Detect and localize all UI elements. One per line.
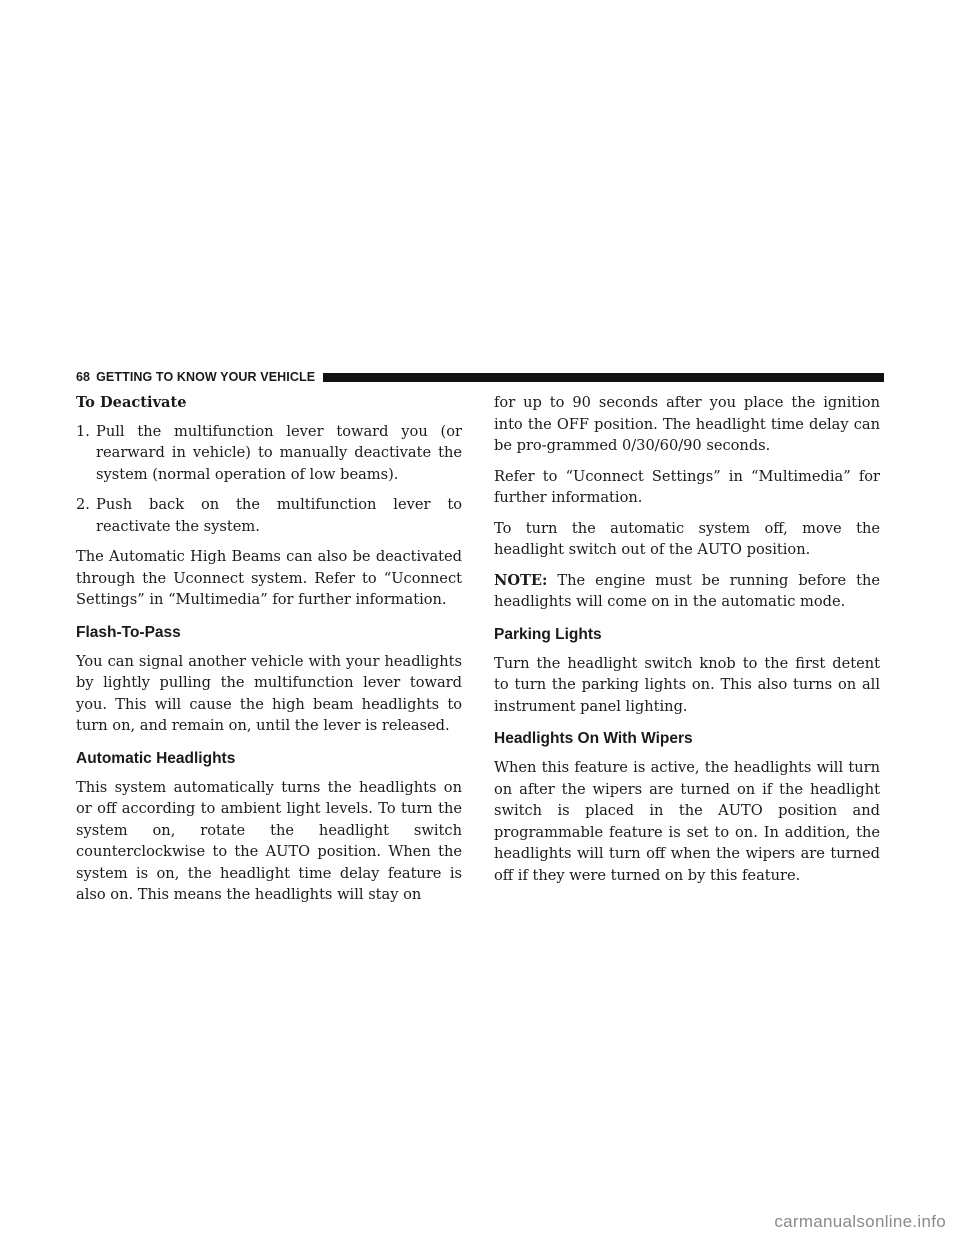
turn-off-paragraph: To turn the automatic system off, move the headlight switch out of the AUTO position.: [494, 519, 880, 558]
note-text: The engine must be running before the headlights will come on in the automatic mode.: [494, 571, 880, 610]
to-deactivate-heading: To Deactivate: [76, 394, 187, 411]
automatic-headlights-paragraph: This system automatically turns the headlights on or off according to ambient light levels. To turn the system on, rotate the headlight switch counterclockwise to the AUTO position. When the system is on, the headlight time delay feature is also on. This means the headlights will stay on: [76, 778, 462, 903]
deactivate-paragraph: The Automatic High Beams can also be deactivated through the Uconnect system. Refer to “Uconnect Settings” in “Multimedia” for further information.: [76, 548, 462, 608]
parking-lights-paragraph: Turn the headlight switch knob to the first detent to turn the parking lights on. This also turns on all instrument panel lighting.: [494, 654, 880, 715]
left-column: [76, 392, 462, 915]
header-rule: [323, 373, 884, 382]
step-number: 2.: [76, 496, 90, 513]
continued-paragraph: for up to 90 seconds after you place the ignition into the OFF position. The headlight time delay can be pro-grammed 0/30/60/90 seconds.: [494, 394, 880, 454]
list-item: [76, 494, 462, 537]
section-title: GETTING TO KNOW YOUR VEHICLE: [96, 370, 316, 384]
note-label: NOTE:: [494, 571, 548, 589]
flash-to-pass-heading: Flash-To-Pass: [76, 623, 181, 641]
note-paragraph: [494, 570, 880, 613]
deactivate-steps: [76, 421, 462, 538]
step-text: Push back on the multifunction lever to reactivate the system.: [96, 496, 462, 535]
parking-lights-heading: Parking Lights: [494, 625, 602, 643]
right-column: [494, 392, 880, 895]
flash-to-pass-paragraph: You can signal another vehicle with your headlights by lightly pulling the multifunction lever toward you. This will cause the high beam headlights to turn on, and remain on, until the lever is released.: [76, 652, 462, 734]
step-text: Pull the multifunction lever toward you (or rearward in vehicle) to manually deactivate the system (normal operation of low beams).: [96, 422, 462, 483]
headlights-wipers-heading: Headlights On With Wipers: [494, 730, 693, 747]
headlights-wipers-paragraph: When this feature is active, the headlights will turn on after the wipers are turned on if the headlight switch is placed in the AUTO position and programmable feature is set to on. In addition, the headlights will turn off when the wipers are turned off if they were turned on by this feature.: [494, 759, 880, 884]
automatic-headlights-heading: Automatic Headlights: [76, 749, 236, 767]
list-item: [76, 421, 462, 486]
page-number: 68: [76, 370, 91, 384]
page-header: [76, 369, 884, 385]
refer-paragraph: Refer to “Uconnect Settings” in “Multimedia” for further information.: [494, 467, 880, 506]
watermark: carmanualsonline.info: [774, 1212, 946, 1231]
step-number: 1.: [76, 422, 90, 440]
